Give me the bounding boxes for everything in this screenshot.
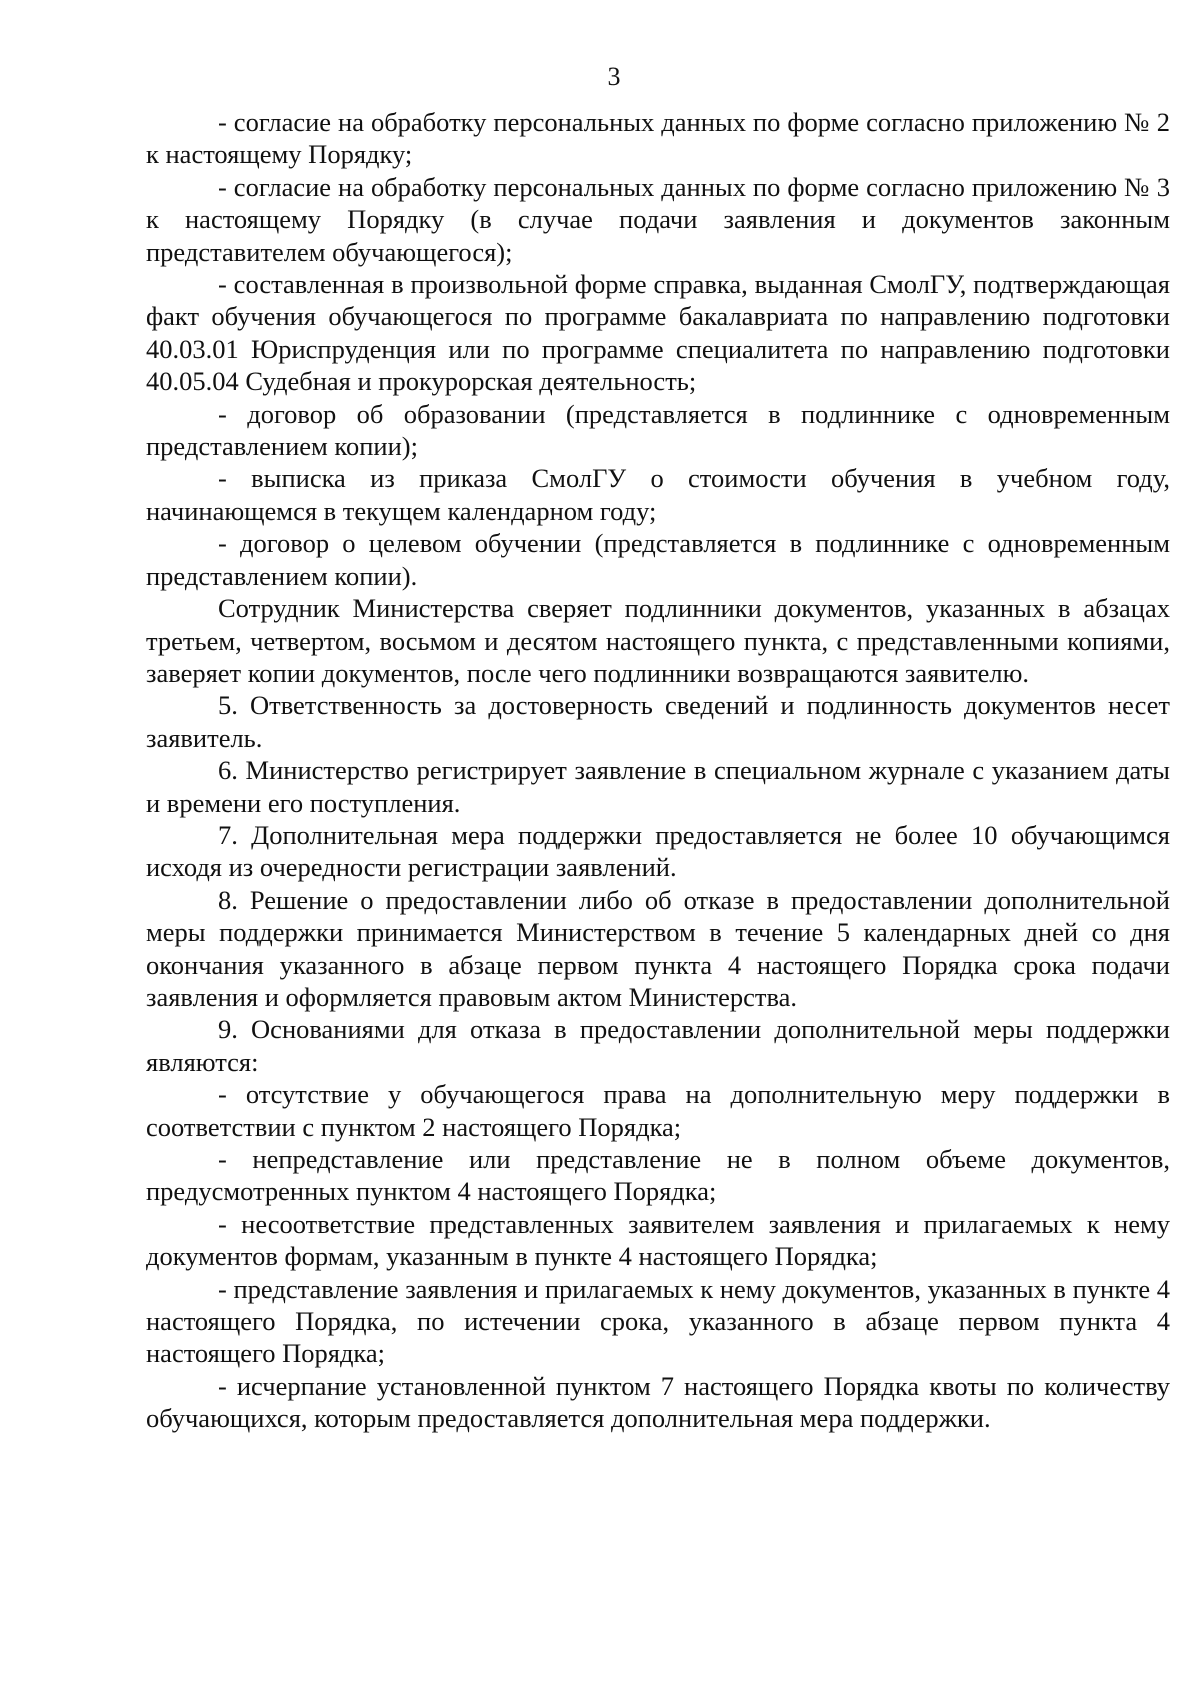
paragraph: - договор об образовании (представляется в подлиннике с одновременным представлением копии); — [146, 398, 1170, 462]
paragraph: - согласие на обработку персональных данных по форме согласно приложению № 3 к настоящему Порядку (в случае подачи заявления и документов законным представителем обучающегося); — [146, 171, 1170, 267]
page-number: 3 — [607, 62, 621, 91]
paragraph: 5. Ответственность за достоверность сведений и подлинность документов несет заявитель. — [146, 690, 1170, 753]
paragraph: 8. Решение о предоставлении либо об отказе в предоставлении дополнительной меры поддержки принимается Министерством в течение 5 календарных дней со дня окончания указанного в абзаце первом пункта 4 настоящего Порядка срока подачи заявления и оформляется правовым актом Министерства. — [146, 884, 1170, 1012]
paragraph: 6. Министерство регистрирует заявление в специальном журнале с указанием даты и времени его поступления. — [146, 755, 1170, 818]
paragraph: - представление заявления и прилагаемых к нему документов, указанных в пункте 4 настоящего Порядка, по истечении срока, указанного в абзаце первом пункта 4 настоящего Порядка; — [146, 1273, 1170, 1369]
document-body — [146, 106, 1170, 1435]
paragraph: 9. Основаниями для отказа в предоставлении дополнительной меры поддержки являются: — [146, 1014, 1170, 1077]
paragraph: Сотрудник Министерства сверяет подлинники документов, указанных в абзацах третьем, четвертом, восьмом и десятом настоящего пункта, с представленными копиями, заверяет копии документов, после чего подлинники возвращаются заявителю. — [146, 593, 1170, 688]
paragraph: - составленная в произвольной форме справка, выданная СмолГУ, подтверждающая факт обучения обучающегося по программе бакалавриата по направлению подготовки 40.03.01 Юриспруденция или по программе специалитета по направлению подготовки 40.05.04 Судебная и прокурорская деятельность; — [146, 269, 1170, 397]
paragraph: - согласие на обработку персональных данных по форме согласно приложению № 2 к настоящему Порядку; — [146, 107, 1170, 170]
paragraph: - отсутствие у обучающегося права на дополнительную меру поддержки в соответствии с пунктом 2 настоящего Порядка; — [146, 1079, 1170, 1142]
paragraph: - несоответствие представленных заявителем заявления и прилагаемых к нему документов формам, указанным в пункте 4 настоящего Порядка; — [146, 1208, 1170, 1272]
paragraph: - выписка из приказа СмолГУ о стоимости обучения в учебном году, начинающемся в текущем календарном году; — [146, 463, 1170, 526]
paragraph: - договор о целевом обучении (представляется в подлиннике с одновременным представлением копии). — [146, 528, 1170, 591]
paragraph: - исчерпание установленной пунктом 7 настоящего Порядка квоты по количеству обучающихся, которым предоставляется дополнительная мера поддержки. — [146, 1370, 1170, 1434]
paragraph: 7. Дополнительная мера поддержки предоставляется не более 10 обучающимся исходя из очередности регистрации заявлений. — [146, 819, 1170, 883]
paragraph: - непредставление или представление не в полном объеме документов, предусмотренных пунктом 4 настоящего Порядка; — [146, 1144, 1170, 1207]
